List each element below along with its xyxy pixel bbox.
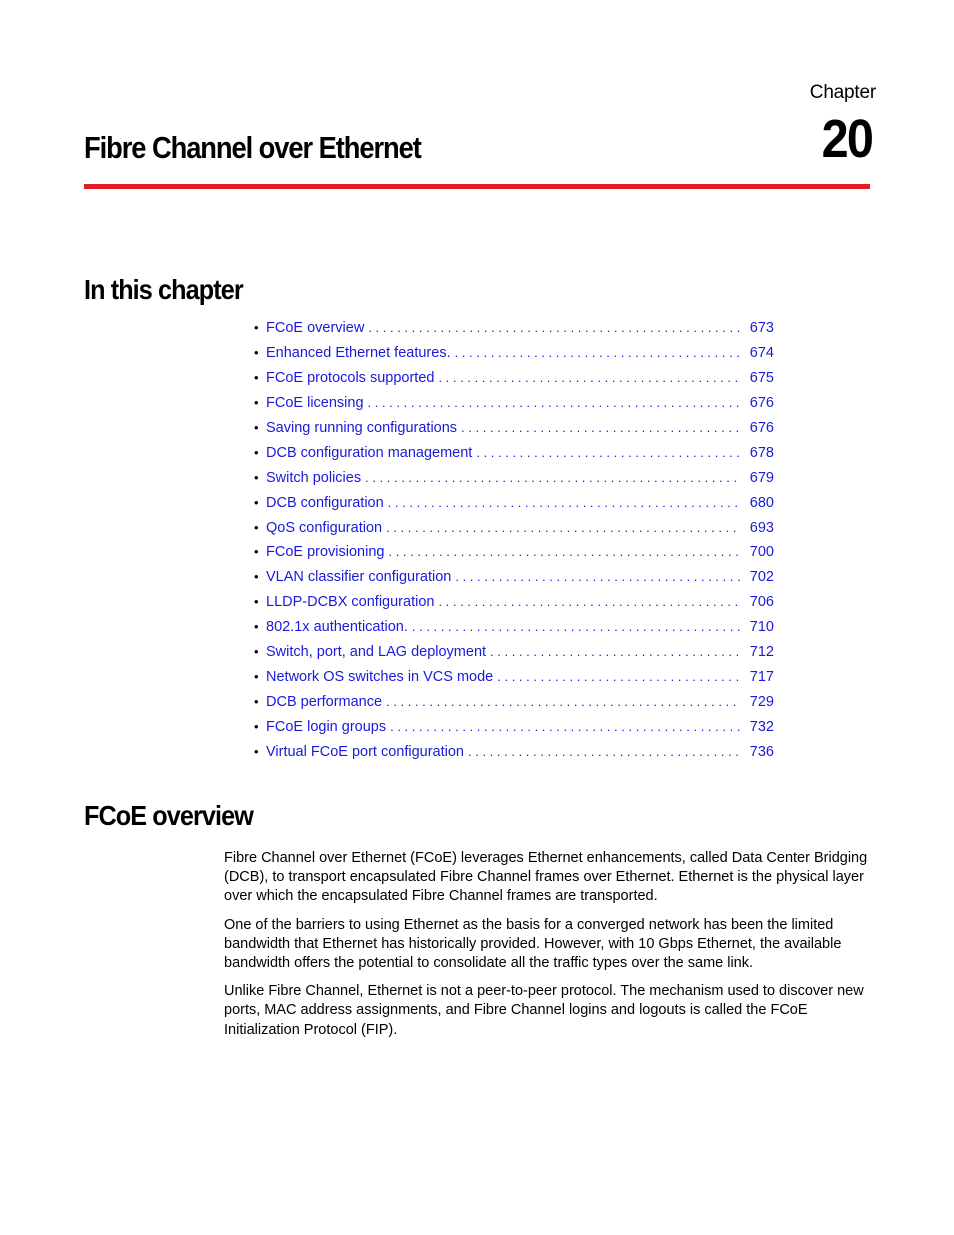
bullet-icon: •	[254, 569, 259, 585]
toc-item[interactable]	[254, 569, 774, 594]
dot-leader	[386, 694, 740, 709]
dot-leader	[388, 544, 740, 559]
toc-link[interactable]: 802.1x authentication.	[266, 619, 408, 636]
toc-link[interactable]: FCoE overview	[266, 320, 365, 336]
toc-link[interactable]: FCoE login groups	[266, 719, 387, 735]
bullet-icon: •	[254, 669, 259, 685]
toc-link[interactable]: QoS configuration	[266, 519, 383, 536]
dot-leader	[438, 594, 740, 609]
toc-item[interactable]	[254, 669, 774, 694]
toc-page-number[interactable]: 693	[749, 519, 774, 536]
toc-item[interactable]	[254, 420, 774, 445]
dot-leader	[368, 320, 740, 335]
dot-leader	[368, 395, 740, 410]
dot-leader	[497, 669, 740, 684]
toc-link[interactable]: LLDP-DCBX configuration	[266, 594, 435, 611]
paragraph: Fibre Channel over Ethernet (FCoE) leverages Ethernet enhancements, called Data Center Bridging (DCB), to transport encapsulated Fibre Channel frames over Ethernet. Ethernet is the physical layer over which the encapsulated Fibre Channel frames are transported.	[224, 850, 868, 905]
chapter-title: Fibre Channel over Ethernet	[84, 130, 421, 165]
toc-page-number[interactable]: 678	[749, 444, 774, 461]
bullet-icon: •	[254, 344, 259, 360]
chapter-label: Chapter	[809, 82, 876, 103]
toc-item[interactable]	[254, 644, 774, 669]
toc-link[interactable]: Switch policies	[266, 469, 362, 486]
bullet-icon: •	[254, 469, 259, 485]
toc-item[interactable]	[254, 544, 774, 569]
toc-link[interactable]: FCoE protocols supported	[266, 369, 435, 386]
bullet-icon: •	[254, 369, 259, 385]
toc-item[interactable]	[254, 470, 774, 495]
toc-page-number[interactable]: 736	[749, 743, 774, 760]
bullet-icon: •	[254, 444, 259, 460]
toc-page-number[interactable]: 732	[749, 719, 774, 735]
toc-item[interactable]	[254, 594, 774, 619]
dot-leader	[461, 420, 740, 435]
bullet-icon: •	[254, 619, 259, 635]
fcoe-overview-body	[224, 849, 874, 1049]
toc-item[interactable]	[254, 370, 774, 395]
toc-page-number[interactable]: 710	[749, 619, 774, 636]
toc-link[interactable]: VLAN classifier configuration	[266, 569, 452, 586]
toc-link[interactable]: Virtual FCoE port configuration	[266, 743, 465, 760]
toc-page-number[interactable]: 680	[749, 494, 774, 511]
chapter-number: 20	[821, 109, 872, 169]
paragraph: One of the barriers to using Ethernet as the basis for a converged network has been the limited bandwidth that Ethernet has historically provided. However, with 10 Gbps Ethernet, the available bandwidth offers the potential to consolidate all the traffic types over the same link.	[224, 916, 842, 972]
bullet-icon: •	[254, 320, 259, 335]
dot-leader	[388, 495, 740, 510]
dot-leader	[476, 445, 740, 460]
toc-page-number[interactable]: 674	[749, 344, 774, 361]
toc-item[interactable]	[254, 744, 774, 769]
chapter-toc	[254, 320, 774, 769]
toc-item[interactable]	[254, 694, 774, 719]
dot-leader	[455, 345, 740, 360]
dot-leader	[438, 370, 740, 385]
bullet-icon: •	[254, 644, 259, 660]
toc-link[interactable]: Switch, port, and LAG deployment	[266, 644, 487, 661]
dot-leader	[455, 569, 740, 584]
toc-page-number[interactable]: 729	[749, 694, 774, 711]
toc-page-number[interactable]: 679	[749, 469, 774, 486]
chapter-title-rule	[84, 184, 870, 189]
fcoe-overview-heading: FCoE overview	[84, 800, 253, 831]
bullet-icon: •	[254, 394, 259, 410]
bullet-icon: •	[254, 594, 259, 610]
bullet-icon: •	[254, 719, 259, 734]
toc-link[interactable]: DCB configuration	[266, 494, 384, 511]
toc-page-number[interactable]: 676	[749, 394, 774, 411]
toc-item[interactable]	[254, 520, 774, 545]
toc-item[interactable]	[254, 345, 774, 370]
bullet-icon: •	[254, 694, 259, 710]
bullet-icon: •	[254, 419, 259, 435]
toc-item[interactable]	[254, 395, 774, 420]
toc-link[interactable]: Saving running configurations	[266, 419, 458, 436]
toc-link[interactable]: Network OS switches in VCS mode	[266, 669, 494, 686]
toc-page-number[interactable]: 712	[749, 644, 774, 661]
toc-link[interactable]: DCB configuration management	[266, 444, 473, 461]
toc-page-number[interactable]: 676	[749, 419, 774, 436]
paragraph: Unlike Fibre Channel, Ethernet is not a peer-to-peer protocol. The mechanism used to discover new ports, MAC address assignments, and Fibre Channel logins and logouts is called the FCoE Initialization Protocol (FIP).	[224, 983, 864, 1038]
bullet-icon: •	[254, 544, 259, 560]
dot-leader	[468, 744, 740, 759]
dot-leader	[490, 644, 740, 659]
dot-leader	[412, 619, 740, 634]
toc-item[interactable]	[254, 495, 774, 520]
toc-item[interactable]	[254, 445, 774, 470]
toc-page-number[interactable]: 673	[749, 320, 774, 336]
dot-leader	[386, 520, 740, 535]
bullet-icon: •	[254, 519, 259, 535]
bullet-icon: •	[254, 743, 259, 759]
toc-page-number[interactable]: 717	[749, 669, 774, 686]
dot-leader	[365, 470, 740, 485]
toc-page-number[interactable]: 702	[749, 569, 774, 586]
toc-link[interactable]: DCB performance	[266, 694, 383, 711]
toc-item[interactable]	[254, 619, 774, 644]
toc-item[interactable]	[254, 320, 774, 345]
toc-item[interactable]	[254, 719, 774, 744]
toc-link[interactable]: FCoE licensing	[266, 394, 364, 411]
toc-link[interactable]: FCoE provisioning	[266, 544, 385, 561]
toc-page-number[interactable]: 700	[749, 544, 774, 561]
bullet-icon: •	[254, 494, 259, 510]
toc-page-number[interactable]: 675	[749, 369, 774, 386]
dot-leader	[390, 719, 740, 734]
toc-link[interactable]: Enhanced Ethernet features.	[266, 344, 451, 361]
toc-page-number[interactable]: 706	[749, 594, 774, 611]
toc-heading: In this chapter	[84, 274, 243, 305]
